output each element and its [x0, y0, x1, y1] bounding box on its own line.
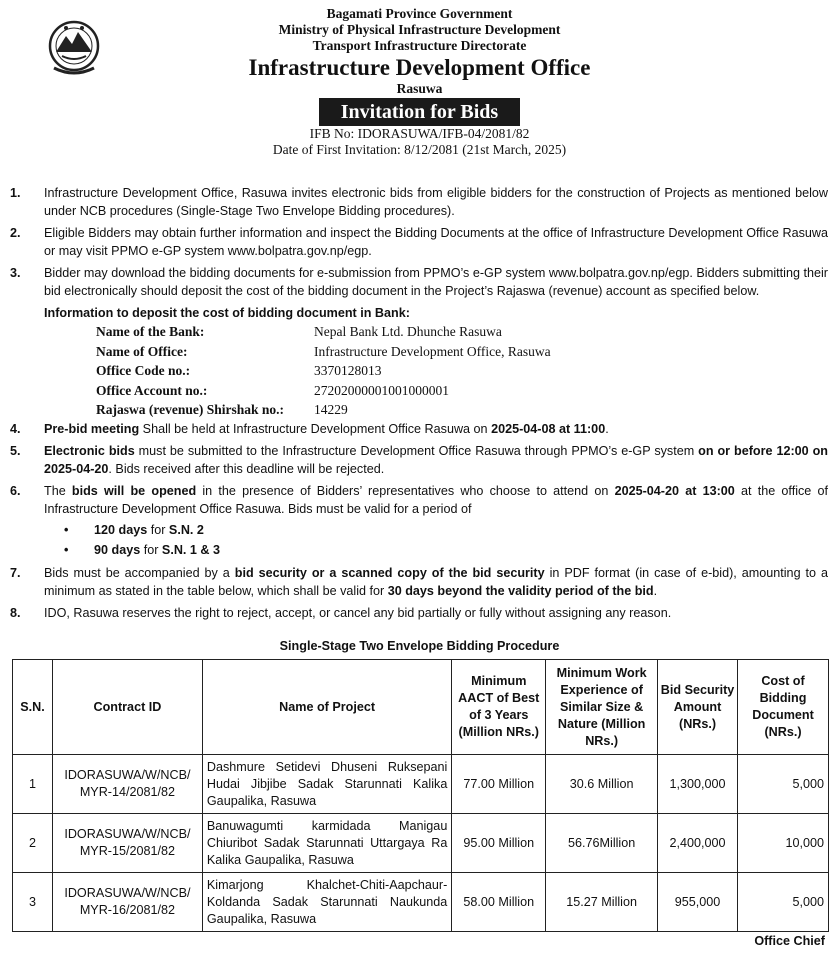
list-item [10, 420, 828, 438]
bank-row [96, 400, 828, 420]
cell-aact: 95.00 Million [452, 814, 546, 873]
list-item [10, 264, 828, 300]
table-title: Single-Stage Two Envelope Bidding Procedure [279, 639, 560, 653]
list-item [10, 482, 828, 518]
item-text: Eligible Bidders may obtain further information and inspect the Bidding Documents at the office of Infrastructure Development Office Rasuwa or may visit PPMO e-GP system www.bolpatra.gov.np/egp. [44, 226, 828, 258]
cell-bid-security: 2,400,000 [658, 814, 738, 873]
cell-project-name: Dashmure Setidevi Dhuseni Ruksepani Hudai Jibjibe Sadak Starunnati Kalika Gaupalika, Rasuwa [202, 755, 451, 814]
table-row [13, 873, 829, 932]
item-number: 5. [10, 443, 21, 458]
first-invitation-date: Date of First Invitation: 8/12/2081 (21st March, 2025) [272, 142, 567, 157]
document-header [0, 6, 839, 158]
projects-table [12, 659, 829, 932]
header-bid-security: Bid Security Amount (NRs.) [658, 660, 738, 755]
table-row [13, 814, 829, 873]
list-item [10, 184, 828, 220]
cell-experience: 15.27 Million [546, 873, 658, 932]
cell-doc-cost: 5,000 [738, 755, 829, 814]
cell-sn: 2 [13, 814, 53, 873]
cell-doc-cost: 10,000 [738, 814, 829, 873]
item-text: Pre-bid meeting Shall be held at Infrastructure Development Office Rasuwa on 2025-04-08 at 11:00. [44, 421, 609, 436]
cell-experience: 56.76Million [546, 814, 658, 873]
list-item [10, 604, 828, 622]
bank-row [96, 342, 828, 362]
header-doc-cost: Cost of Bidding Document (NRs.) [738, 660, 829, 755]
item-number: 4. [10, 421, 21, 436]
header-sn: S.N. [13, 660, 53, 755]
bank-label: Office Code no.: [96, 363, 191, 378]
signature-office-chief: Office Chief [754, 934, 825, 948]
cell-sn: 1 [13, 755, 53, 814]
cell-project-name: Kimarjong Khalchet-Chiti-Aapchaur-Koldanda Sadak Starunnati Naukunda Gaupalika, Rasuwa [202, 873, 451, 932]
bullet-icon: • [64, 522, 69, 537]
list-item [10, 564, 828, 600]
bank-label: Rajaswa (revenue) Shirshak no.: [96, 402, 285, 417]
office-title: Infrastructure Development Office [248, 55, 591, 80]
bullet-icon: • [64, 542, 69, 557]
header-project-name: Name of Project [202, 660, 451, 755]
bank-value: 27202000001001000001 [314, 382, 449, 398]
invitation-banner: Invitation for Bids [319, 98, 520, 126]
cell-contract-id: IDORASUWA/W/NCB/ MYR-15/2081/82 [52, 814, 202, 873]
bank-label: Office Account no.: [96, 382, 208, 398]
item-number: 3. [10, 266, 21, 280]
item-number: 1. [10, 186, 21, 200]
cell-sn: 3 [13, 873, 53, 932]
province-line: Bagamati Province Government [326, 6, 513, 21]
header-contract-id: Contract ID [52, 660, 202, 755]
bank-info [96, 322, 828, 420]
cell-doc-cost: 5,000 [738, 873, 829, 932]
item-text: Infrastructure Development Office, Rasuwa invites electronic bids from eligible bidders for the construction of Projects as mentioned below under NCB procedures (Single-Stage Two Envelope Bidding procedures). [44, 186, 828, 218]
cell-project-name: Banuwagumti karmidada Manigau Chiuribot Sadak Starunnati Uttargaya Ra Kalika Gaupalika, Rasuwa [202, 814, 451, 873]
notice-items [10, 184, 828, 626]
validity-item: • 90 days for S.N. 1 & 3 [64, 540, 828, 560]
table-header-row [13, 660, 829, 755]
item-text: The bids will be opened in the presence of Bidders’ representatives who choose to attend on 2025-04-20 at 13:00 at the office of Infrastructure Development Office Rasuwa. Bids must be valid for a period of [44, 483, 829, 516]
item-number: 7. [10, 565, 21, 580]
bank-value: 3370128013 [314, 363, 382, 378]
bank-row [96, 381, 828, 401]
directorate-line: Transport Infrastructure Directorate [312, 38, 527, 53]
district-name: Rasuwa [396, 81, 443, 96]
header-experience: Minimum Work Experience of Similar Size & Nature (Million NRs.) [546, 660, 658, 755]
cell-bid-security: 955,000 [658, 873, 738, 932]
list-item [10, 224, 828, 260]
item-text: Electronic bids must be submitted to the Infrastructure Development Office Rasuwa through PPMO’s e-GP system on or before 12:00 on 2025-04-20. Bids received after this deadline will be rejected. [44, 443, 829, 476]
validity-list [64, 520, 828, 560]
header-aact: Minimum AACT of Best of 3 Years (Million NRs.) [452, 660, 546, 755]
cell-aact: 58.00 Million [452, 873, 546, 932]
bank-label: Name of Office: [96, 343, 188, 359]
cell-contract-id: IDORASUWA/W/NCB/ MYR-16/2081/82 [52, 873, 202, 932]
item-number: 8. [10, 605, 21, 620]
bank-value: 14229 [314, 402, 348, 417]
bank-row [96, 322, 828, 342]
ifb-number: IFB No: IDORASUWA/IFB-04/2081/82 [309, 126, 530, 141]
bank-label: Name of the Bank: [96, 324, 205, 339]
cell-contract-id: IDORASUWA/W/NCB/ MYR-14/2081/82 [52, 755, 202, 814]
table-row [13, 755, 829, 814]
bank-value: Infrastructure Development Office, Rasuwa [314, 343, 551, 359]
ministry-line: Ministry of Physical Infrastructure Development [278, 22, 561, 37]
item-text: Bidder may download the bidding documents for e-submission from PPMO’s e-GP system www.bolpatra.gov.np/egp. Bidders submitting their bid electronically should deposit the cost of the bidding document in the Project’s Rajaswa (revenue) account as specified below. [44, 266, 828, 298]
bank-value: Nepal Bank Ltd. Dhunche Rasuwa [314, 324, 502, 339]
cell-experience: 30.6 Million [546, 755, 658, 814]
cell-aact: 77.00 Million [452, 755, 546, 814]
item-text: IDO, Rasuwa reserves the right to reject, accept, or cancel any bid partially or fully without assigning any reason. [44, 605, 672, 620]
list-item [10, 442, 828, 478]
bank-info-title: Information to deposit the cost of bidding document in Bank: [44, 306, 410, 320]
item-number: 2. [10, 226, 21, 240]
validity-item: • 120 days for S.N. 2 [64, 520, 828, 540]
item-text: Bids must be accompanied by a bid security or a scanned copy of the bid security in PDF format (in case of e-bid), amounting to a minimum as stated in the table below, which shall be valid for 30 days beyond the validity period of the bid. [44, 565, 828, 598]
bank-row [96, 361, 828, 381]
cell-bid-security: 1,300,000 [658, 755, 738, 814]
item-number: 6. [10, 483, 21, 498]
